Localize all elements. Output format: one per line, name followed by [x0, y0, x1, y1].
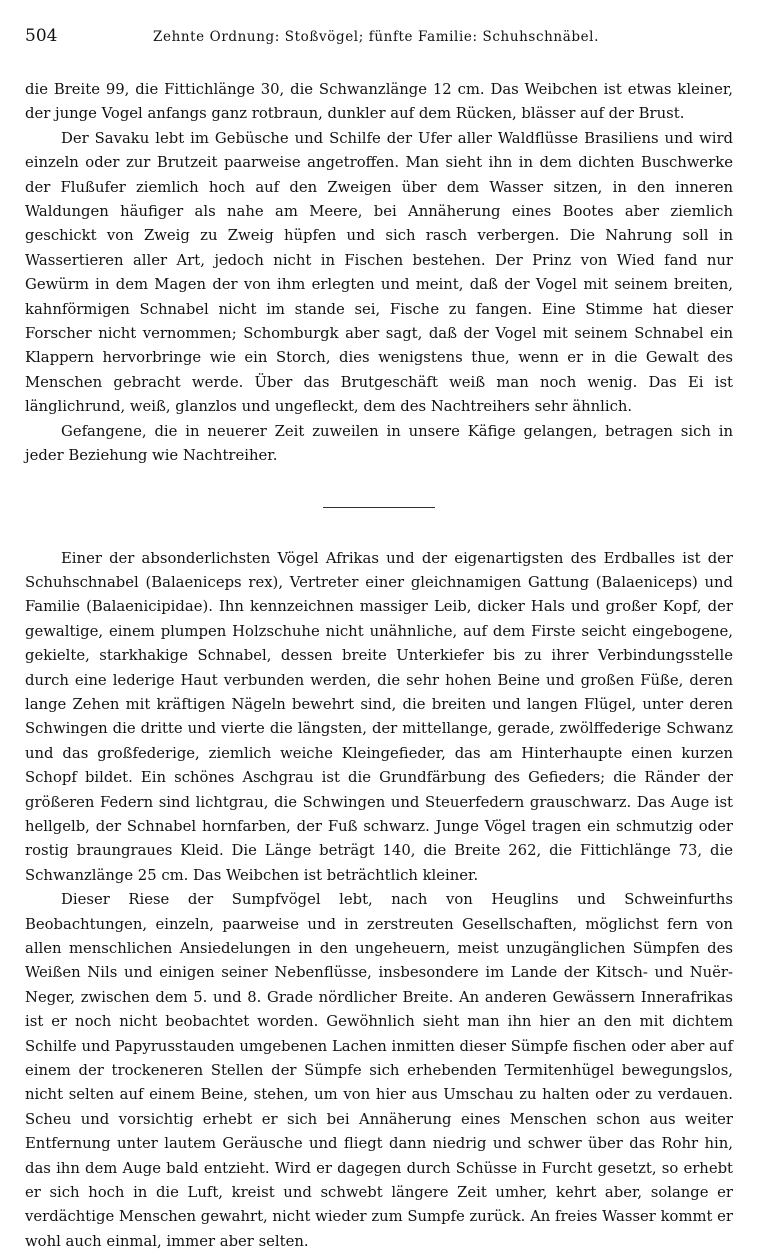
paragraph: Einer der absonderlichsten Vögel Afrikas und der eigenartigsten des Erdballes ist der Schuhschnabel (Balaeniceps rex), Vertreter einer gleichnamigen Gattung (Balaeniceps) und Familie (Balaenicipidae). Ihn kennzeichnen massiger Leib, dicker Hals und großer Kopf, der gewaltige, einem plumpen Holzschuhe nicht unähnliche, auf dem Firste seicht eingebogene, gekielte, starkhakige Schnabel, dessen breite Unterkiefer bis zu ihrer Verbindungsstelle durch eine lederige Haut verbunden werden, die sehr hohen Beine und großen Füße, deren lange Zehen mit kräftigen Nägeln bewehrt sind, die breiten und langen Flügel, unter deren Schwingen die dritte und vierte die längsten, der mittellange, gerade, zwölffederige Schwanz und das großfederige, ziemlich weiche Kleingefieder, das am Hinterhaupte einen kurzen Schopf bildet. Ein schönes Aschgrau ist die Grundfärbung des Gefieders; die Ränder der größeren Federn sind lichtgrau, die Schwingen und Steuerfedern grauschwarz. Das Auge ist hellgelb, der Schnabel hornfarben, der Fuß schwarz. Junge Vögel tragen ein schmutzig oder rostig braungraues Kleid. Die Länge beträgt 140, die Breite 262, die Fittichlänge 73, die Schwanzlänge 25 cm. Das Weibchen ist beträchtlich kleiner. — [25, 547, 733, 889]
paragraph: Gefangene, die in neuerer Zeit zuweilen in unsere Käfige gelangen, betragen sich in jeder Beziehung wie Nachtreiher. — [25, 420, 733, 469]
section-schuhschnabel — [25, 547, 733, 1254]
paragraph: Dieser Riese der Sumpfvögel lebt, nach von Heuglins und Schweinfurths Beobachtungen, einzeln, paarweise und in zerstreuten Gesellschaften, möglichst fern von allen menschlichen Ansiedelungen in den ungeheuern, meist unzugänglichen Sümpfen des Weißen Nils und einigen seiner Nebenflüsse, insbesondere im Lande der Kitsch- und Nuër-Neger, zwischen dem 5. und 8. Grade nördlicher Breite. An anderen Gewässern Innerafrikas ist er noch nicht beobachtet worden. Gewöhnlich sieht man ihn hier an den mit dichtem Schilfe und Papyrusstauden umgebenen Lachen inmitten dieser Sümpfe fischen oder aber auf einem der trockeneren Stellen der Sümpfe sich erhebenden Termitenhügel bewegungslos, nicht selten auf einem Beine, stehen, um von hier aus Umschau zu halten oder zu verdauen. Scheu und vorsichtig erhebt er sich bei Annäherung eines Menschen schon aus weiter Entfernung unter lautem Geräusche und fliegt dann niedrig und schwer über das Rohr hin, das ihn dem Auge bald entzieht. Wird er dagegen durch Schüsse in Furcht gesetzt, so erhebt er sich hoch in die Luft, kreist und schwebt längere Zeit umher, kehrt aber, solange er verdächtige Menschen gewahrt, nicht wieder zum Sumpfe zurück. An freies Wasser kommt er wohl auch einmal, immer aber selten. — [25, 888, 733, 1254]
running-head: Zehnte Ordnung: Stoßvögel; fünfte Familie: Schuhschnäbel. — [153, 29, 599, 45]
paragraph: die Breite 99, die Fittichlänge 30, die Schwanzlänge 12 cm. Das Weibchen ist etwas kleiner, der junge Vogel anfangs ganz rotbraun, dunkler auf dem Rücken, blässer auf der Brust. — [25, 78, 733, 127]
page-number: 504 — [25, 26, 57, 46]
section-divider — [323, 507, 435, 508]
section-savaku — [25, 78, 733, 469]
paragraph: Der Savaku lebt im Gebüsche und Schilfe der Ufer aller Waldflüsse Brasiliens und wird einzeln oder zur Brutzeit paarweise angetroffen. Man sieht ihn in dem dichten Buschwerke der Flußufer ziemlich hoch auf den Zweigen über dem Wasser sitzen, in den inneren Waldungen häufiger als nahe am Meere, bei Annäherung eines Bootes aber ziemlich geschickt von Zweig zu Zweig hüpfen und sich rasch verbergen. Die Nahrung soll in Wassertieren aller Art, jedoch nicht in Fischen bestehen. Der Prinz von Wied fand nur Gewürm in dem Magen der von ihm erlegten und meint, daß der Vogel mit seinem breiten, kahnförmigen Schnabel nicht im stande sei, Fische zu fangen. Eine Stimme hat dieser Forscher nicht vernommen; Schomburgk aber sagt, daß der Vogel mit seinem Schnabel ein Klappern hervorbringe wie ein Storch, dies wenigstens thue, wenn er in die Gewalt des Menschen gebracht werde. Über das Brutgeschäft weiß man noch wenig. Das Ei ist länglichrund, weiß, glanzlos und ungefleckt, dem des Nachtreihers sehr ähnlich. — [25, 127, 733, 420]
page-header — [25, 20, 733, 60]
